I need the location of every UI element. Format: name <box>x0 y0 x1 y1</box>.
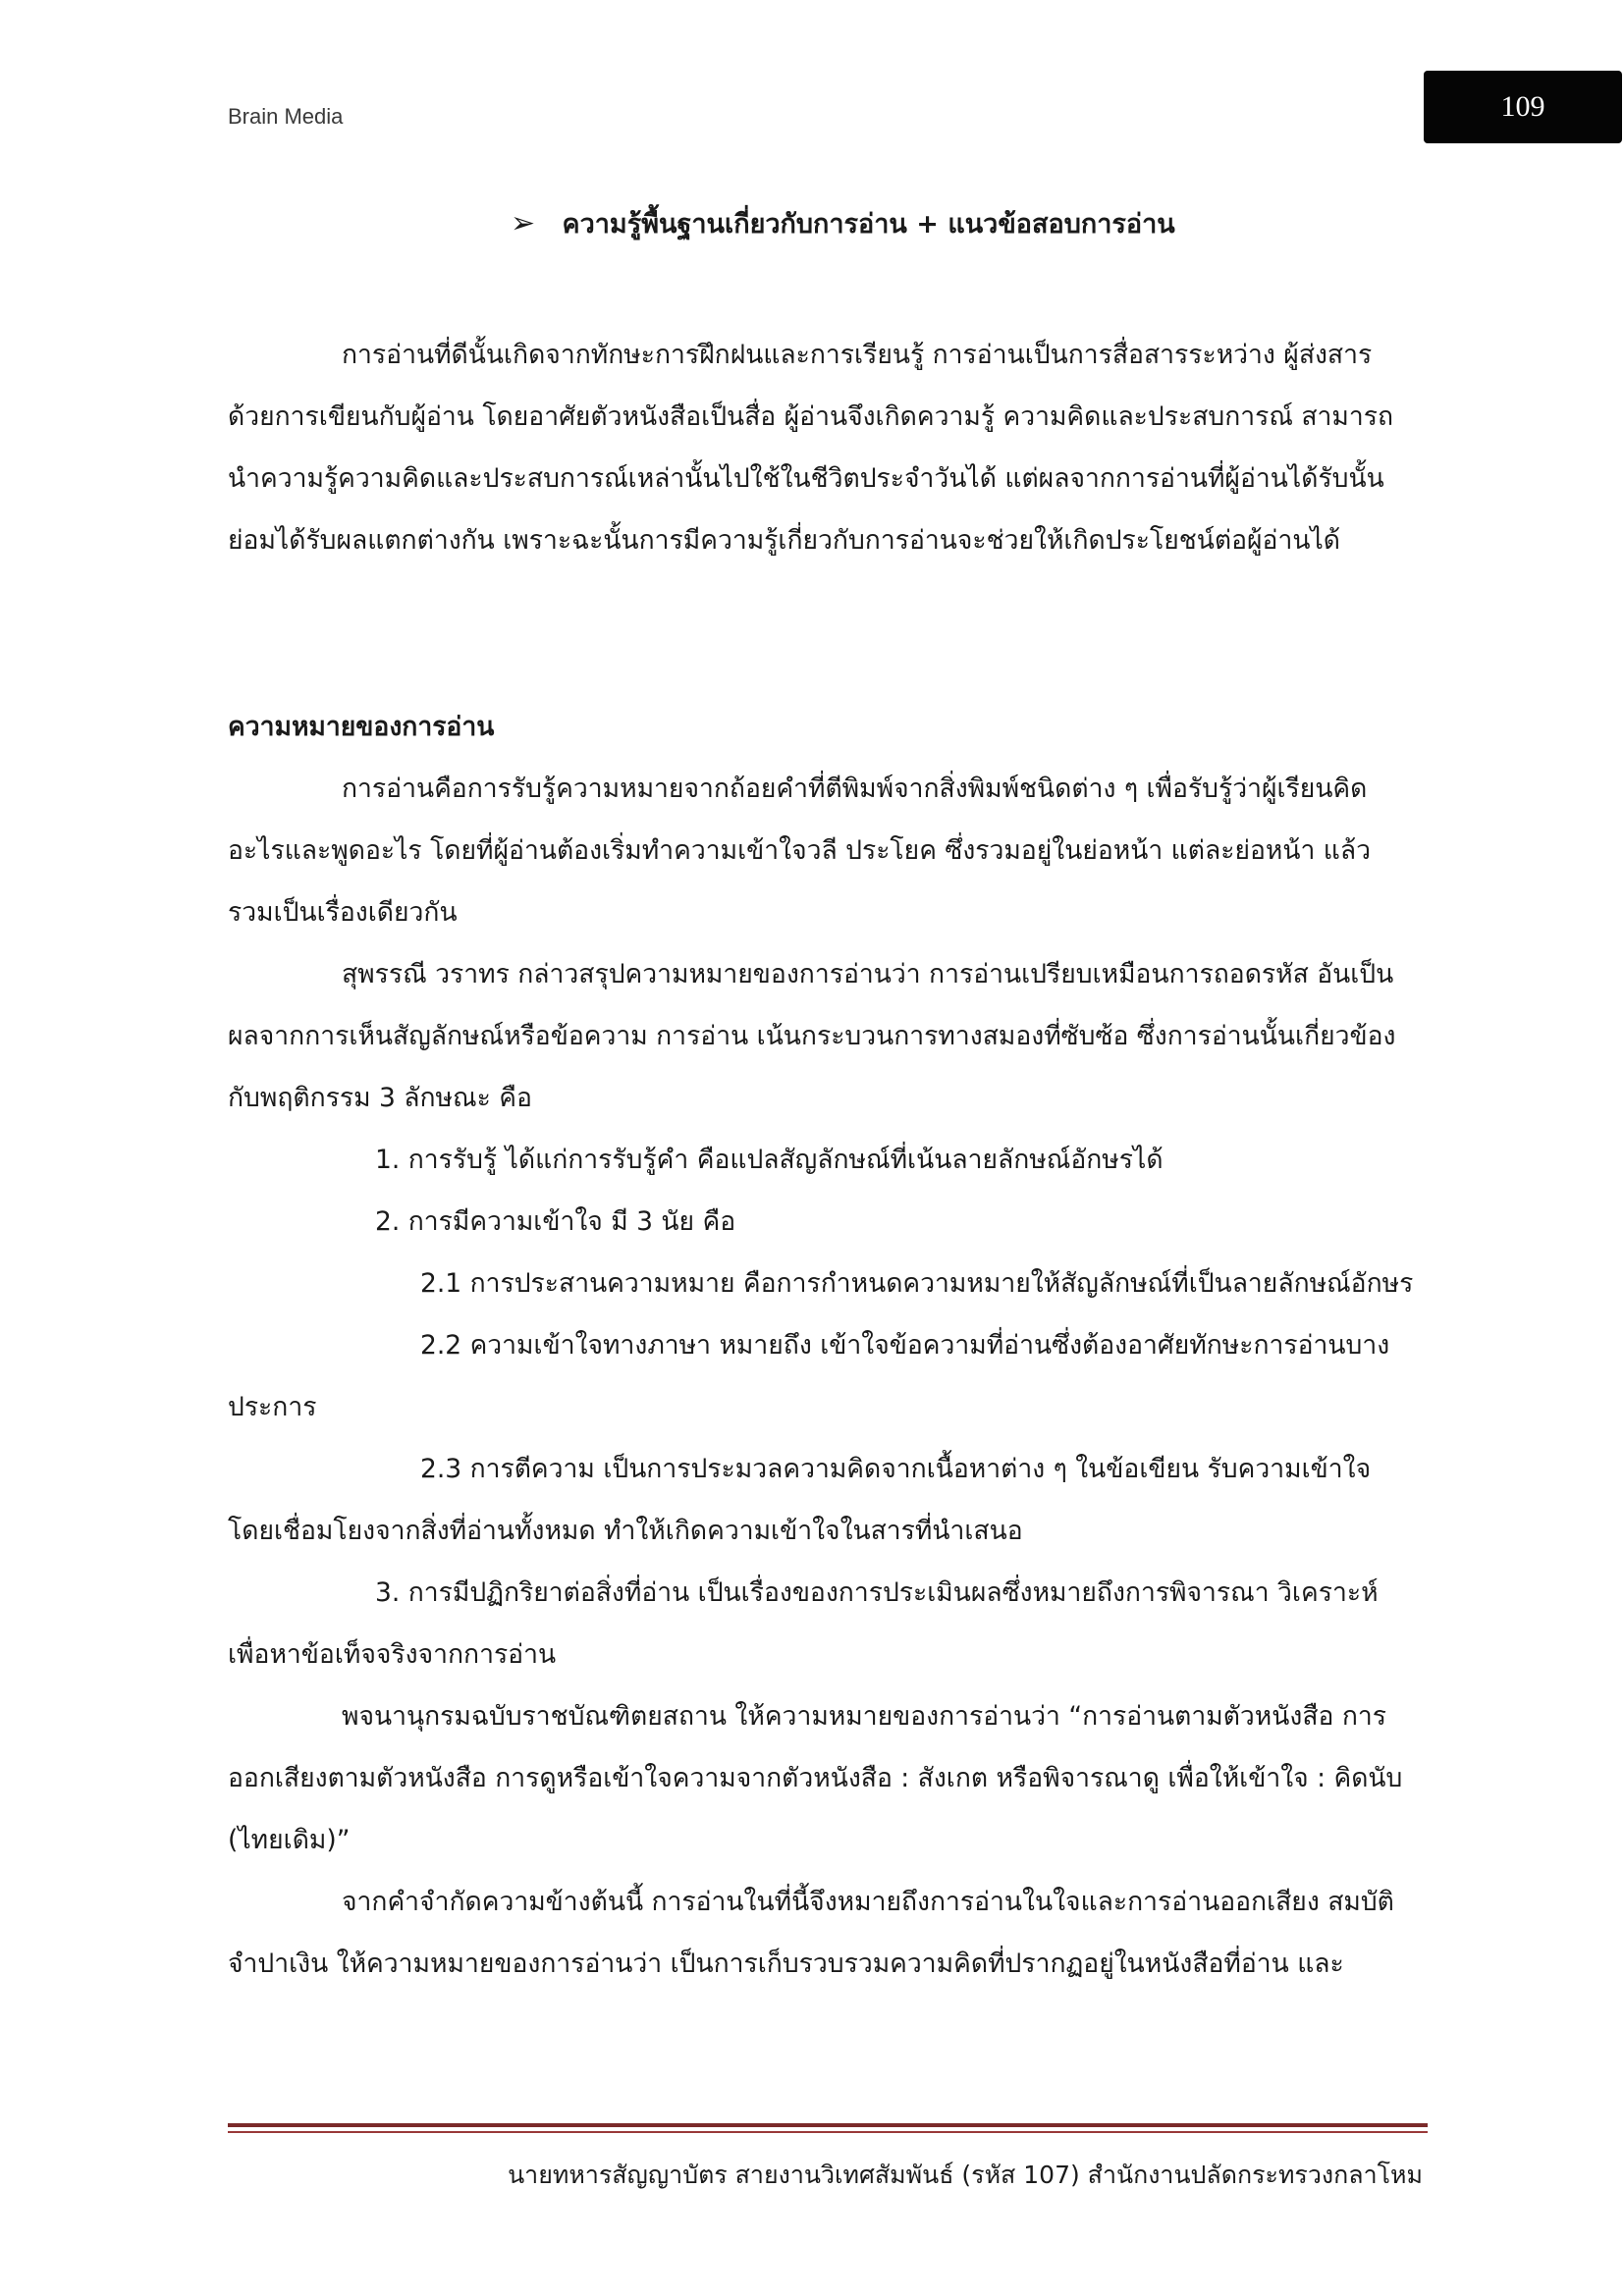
meaning-paragraph-3: พจนานุกรมฉบับราชบัณฑิตยสถาน ให้ความหมายของการอ่านว่า “การอ่านตามตัวหนังสือ การออกเสียงตามตัวหนังสือ การดูหรือเข้าใจความจากตัวหนังสือ : สังเกต หรือพิจารณาดู เพื่อให้เข้าใจ : คิดนับ (ไทยเดิม)” <box>228 1701 1403 1855</box>
list-item-1: 1. การรับรู้ ได้แก่การรับรู้คำ คือแปลสัญลักษณ์ที่เน้นลายลักษณ์อักษรได้ <box>375 1145 1164 1175</box>
page-number: 109 <box>1424 71 1622 143</box>
meaning-paragraph-4: จากคำจำกัดความข้างต้นนี้ การอ่านในที่นี้จึงหมายถึงการอ่านในใจและการอ่านออกเสียง สมบัติ จำปาเงิน ให้ความหมายของการอ่านว่า เป็นการเก็บรวบรวมความคิดที่ปรากฏอยู่ในหนังสือที่อ่าน และ <box>228 1887 1394 1979</box>
meaning-heading: ความหมายของการอ่าน <box>228 712 495 742</box>
list-item-3: 3. การมีปฏิกริยาต่อสิ่งที่อ่าน เป็นเรื่องของการประเมินผลซึ่งหมายถึงการพิจารณา วิเคราะห์เพื่อหาข้อเท็จจริงจากการอ่าน <box>228 1577 1379 1670</box>
footer-text: นายทหารสัญญาบัตร สายงานวิเทศสัมพันธ์ (รหัส 107) สำนักงานปลัดกระทรวงกลาโหม <box>508 2161 1423 2189</box>
intro-paragraph: การอ่านที่ดีนั้นเกิดจากทักษะการฝึกฝนและการเรียนรู้ การอ่านเป็นการสื่อสารระหว่าง ผู้ส่งสารด้วยการเขียนกับผู้อ่าน โดยอาศัยตัวหนังสือเป็นสื่อ ผู้อ่านจึงเกิดความรู้ ความคิดและประสบการณ์ สามารถนำความรู้ความคิดและประสบการณ์เหล่านั้นไปใช้ในชีวิตประจำวันได้ แต่ผลจากการอ่านที่ผู้อ่านได้รับนั้นย่อมได้รับผลแตกต่างกัน เพราะฉะนั้นการมีความรู้เกี่ยวกับการอ่านจะช่วยให้เกิดประโยชน์ต่อผู้อ่านได้ <box>228 340 1394 556</box>
list-item-2-2: 2.2 ความเข้าใจทางภาษา หมายถึง เข้าใจข้อความที่อ่านซึ่งต้องอาศัยทักษะการอ่านบางประการ <box>228 1330 1390 1422</box>
meaning-paragraph-2: สุพรรณี วราทร กล่าวสรุปความหมายของการอ่านว่า การอ่านเปรียบเหมือนการถอดรหัส อันเป็นผลจากการเห็นสัญลักษณ์หรือข้อความ การอ่าน เน้นกระบวนการทางสมองที่ซับซ้อ ซึ่งการอ่านนั้นเกี่ยวข้องกับพฤติกรรม 3 ลักษณะ คือ <box>228 959 1396 1113</box>
list-item-2: 2. การมีความเข้าใจ มี 3 นัย คือ <box>375 1206 736 1237</box>
footer-rule-thin <box>228 2131 1428 2133</box>
list-item-2-1: 2.1 การประสานความหมาย คือการกำหนดความหมายให้สัญลักษณ์ที่เป็นลายลักษณ์อักษร <box>420 1268 1414 1299</box>
header-brand: Brain Media <box>228 104 344 129</box>
meaning-paragraph-1: การอ่านคือการรับรู้ความหมายจากถ้อยคำที่ตีพิมพ์จากสิ่งพิมพ์ชนิดต่าง ๆ เพื่อรับรู้ว่าผู้เรียนคิดอะไรและพูดอะไร โดยที่ผู้อ่านต้องเริ่มทำความเข้าใจวลี ประโยค ซึ่งรวมอยู่ในย่อหน้า แต่ละย่อหน้า แล้วรวมเป็นเรื่องเดียวกัน <box>228 774 1371 928</box>
footer-rule <box>228 2123 1428 2127</box>
section-title <box>511 202 1175 244</box>
list-item-2-3: 2.3 การตีความ เป็นการประมวลความคิดจากเนื้อหาต่าง ๆ ในข้อเขียน รับความเข้าใจโดยเชื่อมโยงจากสิ่งที่อ่านทั้งหมด ทำให้เกิดความเข้าใจในสารที่นำเสนอ <box>228 1454 1372 1546</box>
arrow-bullet-icon: ➢ <box>511 206 536 240</box>
intro-section <box>228 324 1416 571</box>
meaning-section <box>228 696 1416 1995</box>
section-title-text: ความรู้พื้นฐานเกี่ยวกับการอ่าน + แนวข้อสอบการอ่าน <box>562 209 1175 240</box>
